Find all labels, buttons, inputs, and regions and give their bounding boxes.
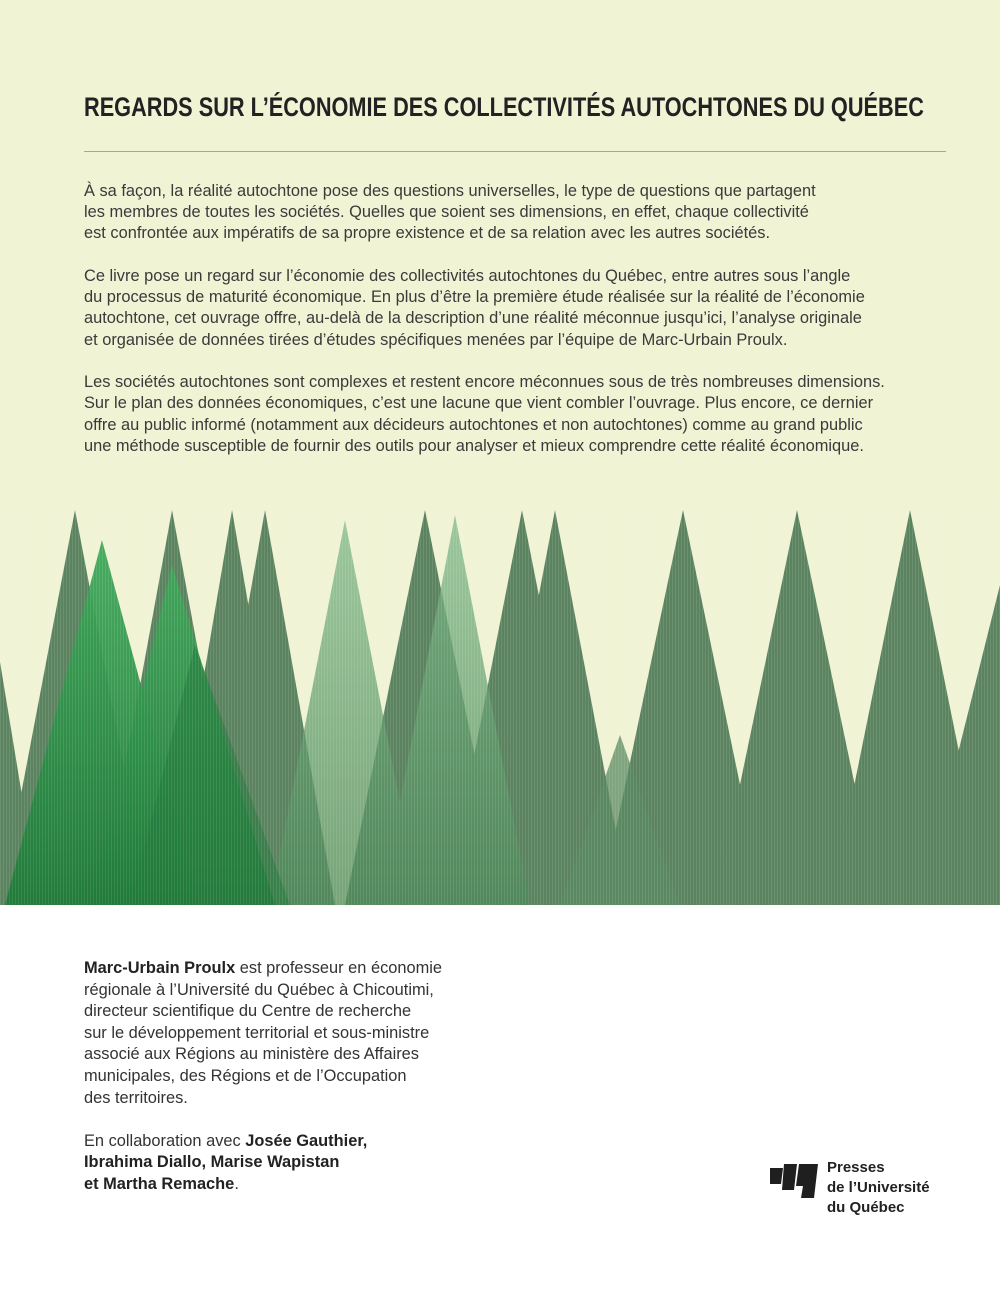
text-line: offre au public informé (notamment aux décideurs autochtones et non autochtones) comme au grand public [84,415,863,434]
forest-illustration [0,505,1000,905]
text-line: À sa façon, la réalité autochtone pose des questions universelles, le type de questions que partagent [84,182,816,200]
text-line: Les sociétés autochtones sont complexes et restent encore méconnues sous de très nombreuses dimensions. [84,373,885,392]
summary-paragraph-3 [84,372,964,457]
author-bio [84,958,504,1217]
forest-texture [0,505,1000,905]
author-name: Marc-Urbain Proulx [84,959,236,977]
publisher-block [770,1158,980,1222]
text-line: est confrontée aux impératifs de sa propre existence et de sa relation avec les autres sociétés. [84,224,771,243]
text-line: Sur le plan des données économiques, c’est une lacune que vient combler l’ouvrage. Plus encore, ce dernier [84,394,874,413]
collaborators [84,1131,504,1196]
bio-first-line: est professeur en économie [235,959,443,977]
publisher-name-line: du Québec [827,1199,905,1216]
book-title: REGARDS SUR L’ÉCONOMIE DES COLLECTIVITÉS AUTOCHTONES DU QUÉBEC [84,92,924,122]
publisher-name-line: Presses [827,1159,885,1176]
text-line: les membres de toutes les sociétés. Quelles que soient ses dimensions, en effet, chaque collectivité [84,203,809,222]
collab-prefix: En collaboration avec [84,1131,246,1150]
text-line: associé aux Régions au ministère des Affaires [84,1045,419,1064]
summary-paragraph-1 [84,181,964,245]
text-line: une méthode susceptible de fournir des outils pour analyser et mieux comprendre cette réalité économique. [84,436,864,455]
text-line: du processus de maturité économique. En plus d’être la première étude réalisée sur la réalité de l’économie [84,288,865,307]
collaborator-name: Josée Gauthier, [245,1131,368,1150]
title-divider [84,151,946,152]
text-line: et organisée de données tirées d’études spécifiques menées par l’équipe de Marc-Urbain Proulx. [84,330,788,349]
collab-end: . [234,1174,239,1193]
text-line: Ce livre pose un regard sur l’économie des collectivités autochtones du Québec, entre autres sous l’angle [84,267,851,285]
text-line: régionale à l’Université du Québec à Chicoutimi, [84,980,434,999]
text-line: directeur scientifique du Centre de recherche [84,1002,412,1021]
summary-paragraph-2 [84,266,964,351]
text-line: municipales, des Régions et de l’Occupation [84,1066,407,1085]
text-line: des territoires. [84,1088,188,1107]
collaborator-name: et Martha Remache [84,1174,235,1193]
text-line [84,958,504,980]
publisher-name [827,1158,930,1218]
puq-logo-icon [770,1160,818,1198]
publisher-name-line: de l’Université [827,1179,930,1196]
text-line: autochtone, cet ouvrage offre, au-delà de la description d’une réalité méconnue jusqu’ici, l’analyse originale [84,309,862,328]
text-line [84,1131,504,1153]
text-line [84,1174,504,1196]
collaborator-name: Ibrahima Diallo, Marise Wapistan [84,1153,340,1172]
book-summary [84,181,964,478]
text-line: sur le développement territorial et sous-ministre [84,1023,430,1042]
author-description [84,958,504,1109]
